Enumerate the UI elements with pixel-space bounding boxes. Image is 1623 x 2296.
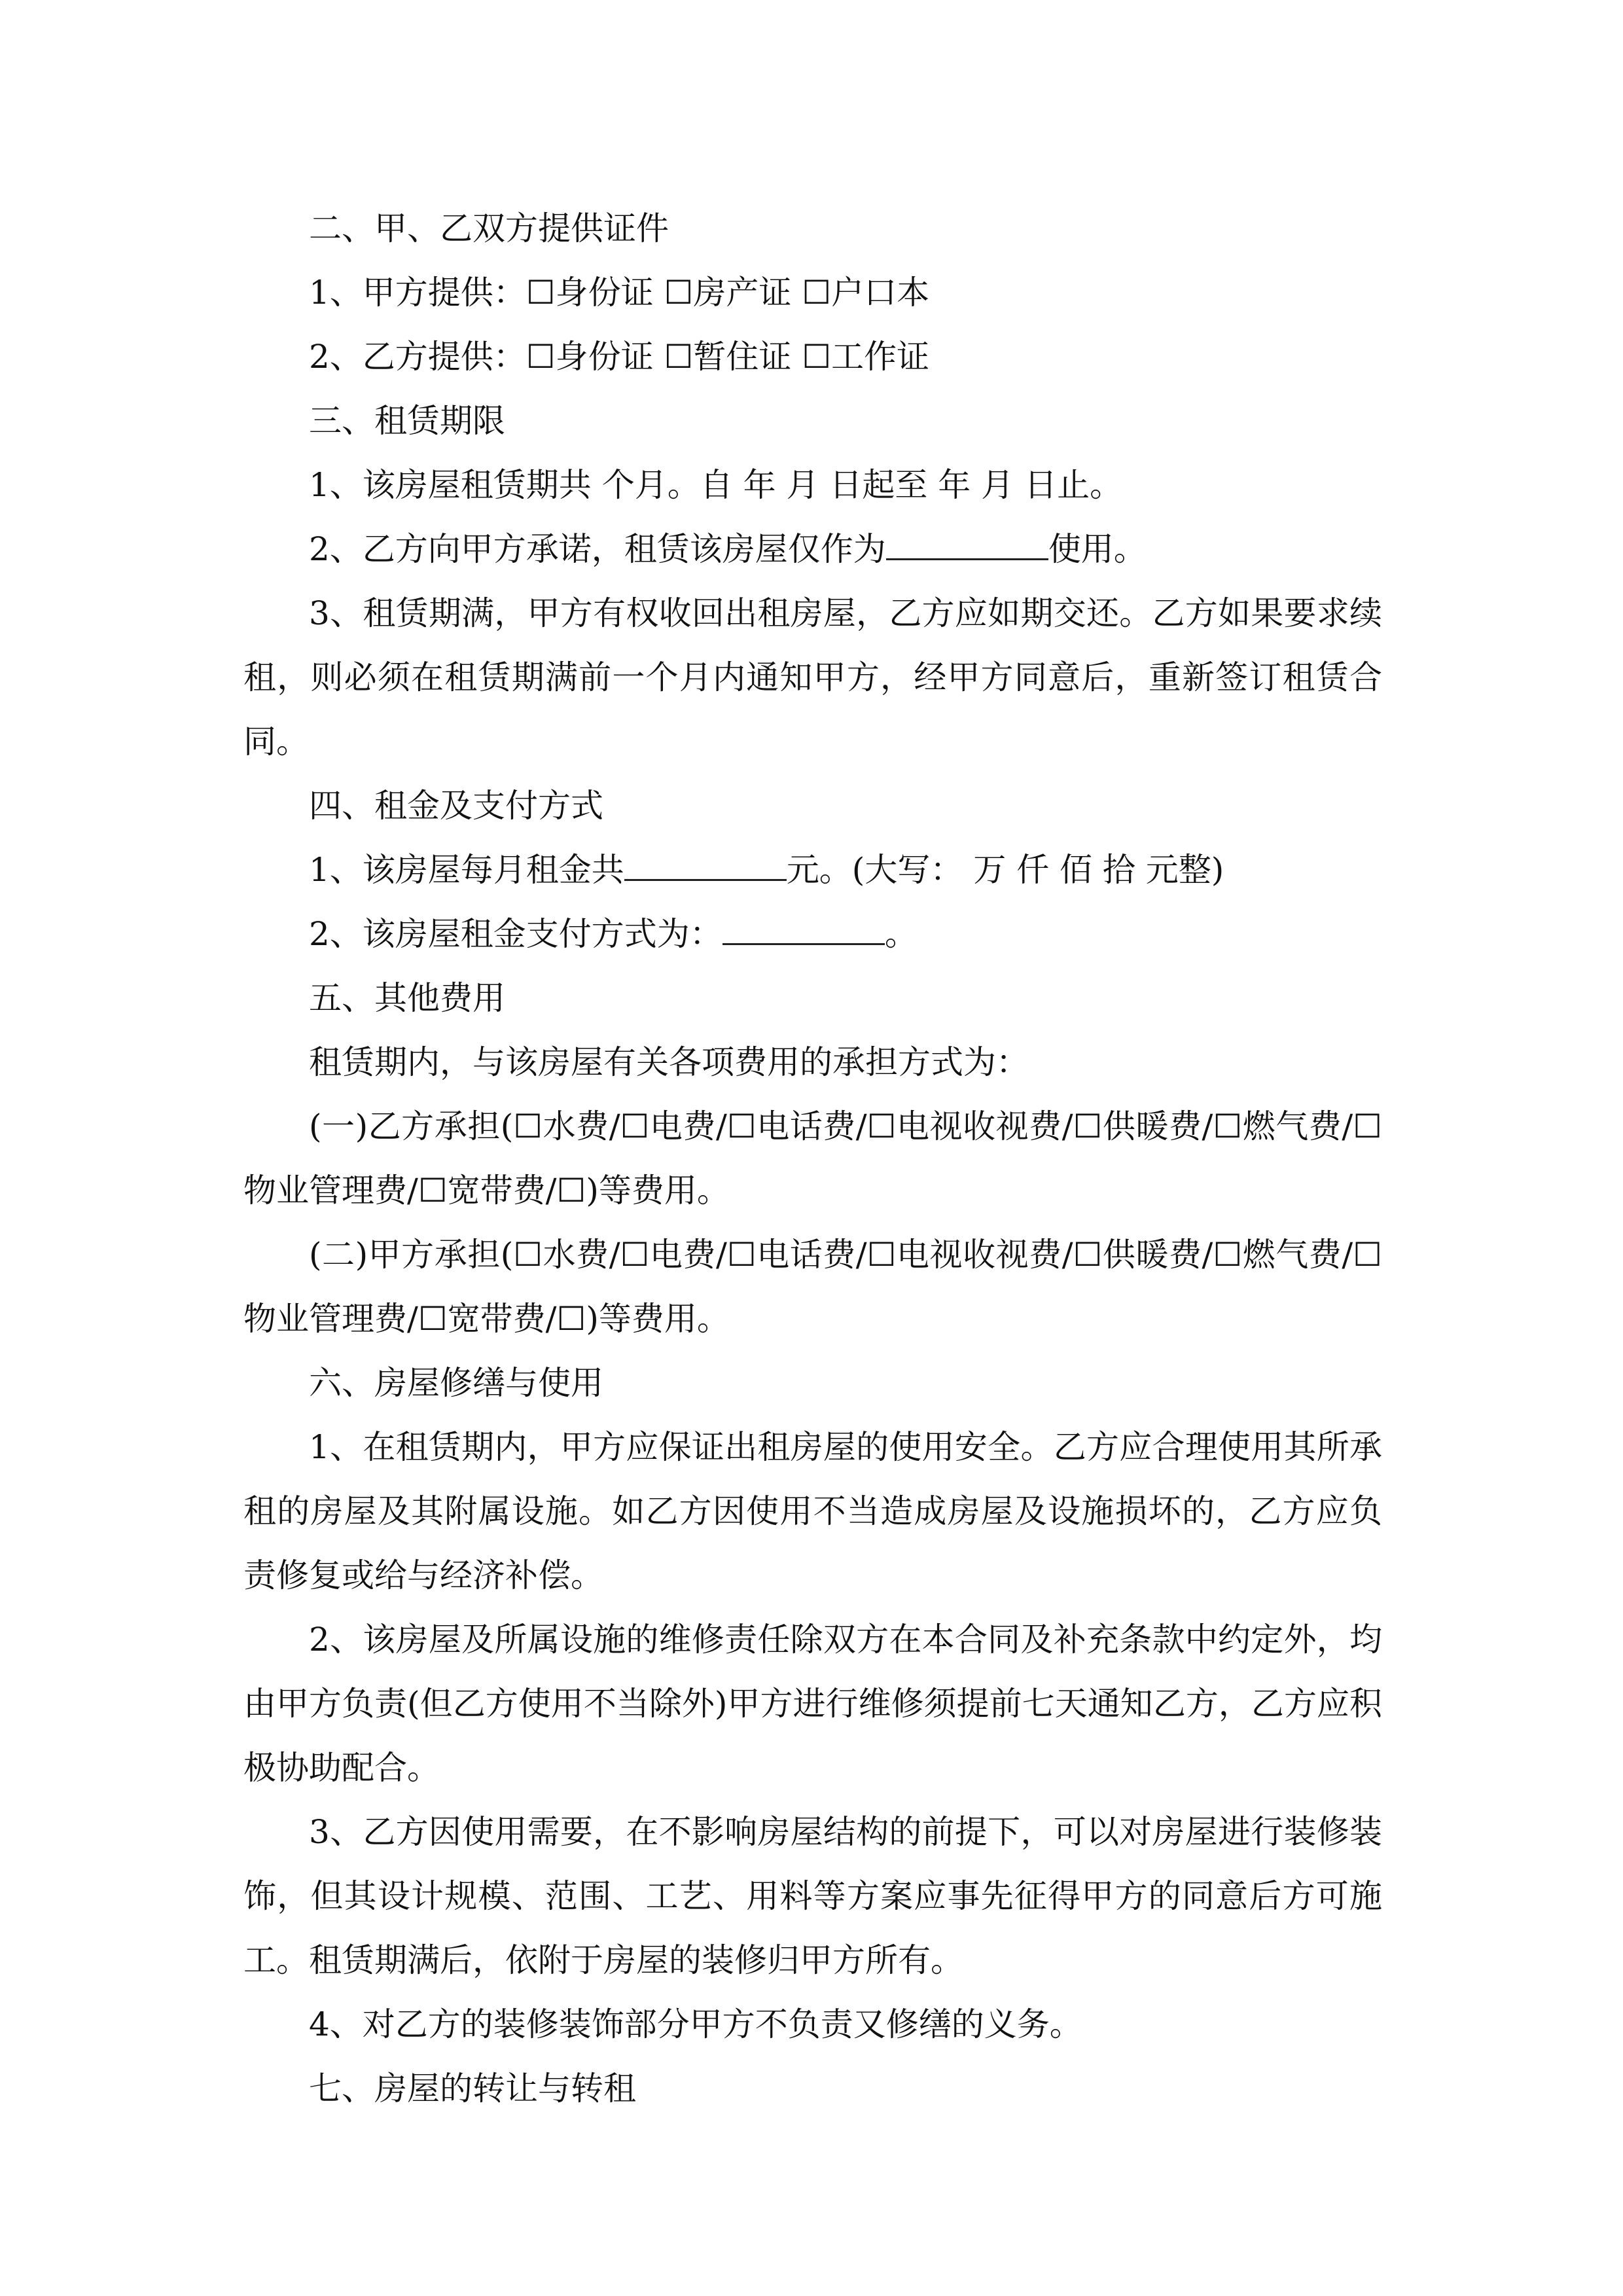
clause-monthly-rent xyxy=(243,838,1382,902)
payment-method-text: 2、该房屋租金支付方式为： xyxy=(309,915,722,953)
payment-method-suffix: 。 xyxy=(884,915,918,953)
clause-maintenance: 2、该房屋及所属设施的维修责任除双方在本合同及补充条款中约定外，均由甲方负责(但乙方使用不当除外)甲方进行维修须提前七天通知乙方，乙方应积极协助配合。 xyxy=(243,1621,1382,1787)
clause-usage-promise xyxy=(243,517,1382,581)
section-heading-repair-use: 六、房屋修缮与使用 xyxy=(309,1364,603,1402)
clause-safety-use: 1、在租赁期内，甲方应保证出租房屋的使用安全。乙方应合理使用其所承租的房屋及其附属设施。如乙方因使用不当造成房屋及设施损坏的，乙方应负责修复或给与经济补偿。 xyxy=(243,1428,1382,1594)
section-heading-other-fees: 五、其他费用 xyxy=(309,979,505,1017)
document-body xyxy=(243,196,1382,2121)
clause-decoration-liability: 4、对乙方的装修装饰部分甲方不负责又修缮的义务。 xyxy=(309,2005,1082,2043)
usage-blank xyxy=(886,531,1048,560)
clause-party-a-fees: (二)甲方承担(☐水费/☐电费/☐电话费/☐电视收视费/☐供暖费/☐燃气费/☐物业管理费/☐宽带费/☐)等费用。 xyxy=(243,1236,1382,1338)
clause-lease-expiry: 3、租赁期满，甲方有权收回出租房屋，乙方应如期交还。乙方如果要求续租，则必须在租赁期满前一个月内通知甲方，经甲方同意后，重新签订租赁合同。 xyxy=(243,594,1382,761)
clause-party-b-documents: 2、乙方提供：☐身份证 ☐暂住证 ☐工作证 xyxy=(309,338,930,376)
rent-amount-blank xyxy=(624,852,787,881)
section-heading-transfer-sublease: 七、房屋的转让与转租 xyxy=(309,2070,636,2108)
payment-method-blank xyxy=(722,916,885,945)
usage-promise-suffix: 使用。 xyxy=(1048,530,1147,568)
clause-party-b-fees: (一)乙方承担(☐水费/☐电费/☐电话费/☐电视收视费/☐供暖费/☐燃气费/☐物业管理费/☐宽带费/☐)等费用。 xyxy=(243,1107,1382,1210)
section-heading-certificates: 二、甲、乙双方提供证件 xyxy=(309,209,669,247)
section-heading-rent-payment: 四、租金及支付方式 xyxy=(309,787,603,825)
clause-decoration: 3、乙方因使用需要，在不影响房屋结构的前提下，可以对房屋进行装修装饰，但其设计规模、范围、工艺、用料等方案应事先征得甲方的同意后方可施工。租赁期满后，依附于房屋的装修归甲方所有。 xyxy=(243,1813,1382,1979)
usage-promise-text: 2、乙方向甲方承诺，租赁该房屋仅作为 xyxy=(309,530,886,568)
section-heading-lease-term: 三、租赁期限 xyxy=(309,402,505,440)
clause-payment-method xyxy=(243,902,1382,966)
monthly-rent-suffix: 元。(大写： 万 仟 佰 拾 元整) xyxy=(786,851,1224,889)
clause-party-a-documents: 1、甲方提供：☐身份证 ☐房产证 ☐户口本 xyxy=(309,274,930,312)
monthly-rent-text: 1、该房屋每月租金共 xyxy=(309,851,624,889)
clause-fees-intro: 租赁期内，与该房屋有关各项费用的承担方式为： xyxy=(309,1043,1029,1081)
clause-lease-period: 1、该房屋租赁期共 个月。自 年 月 日起至 年 月 日止。 xyxy=(309,466,1123,504)
